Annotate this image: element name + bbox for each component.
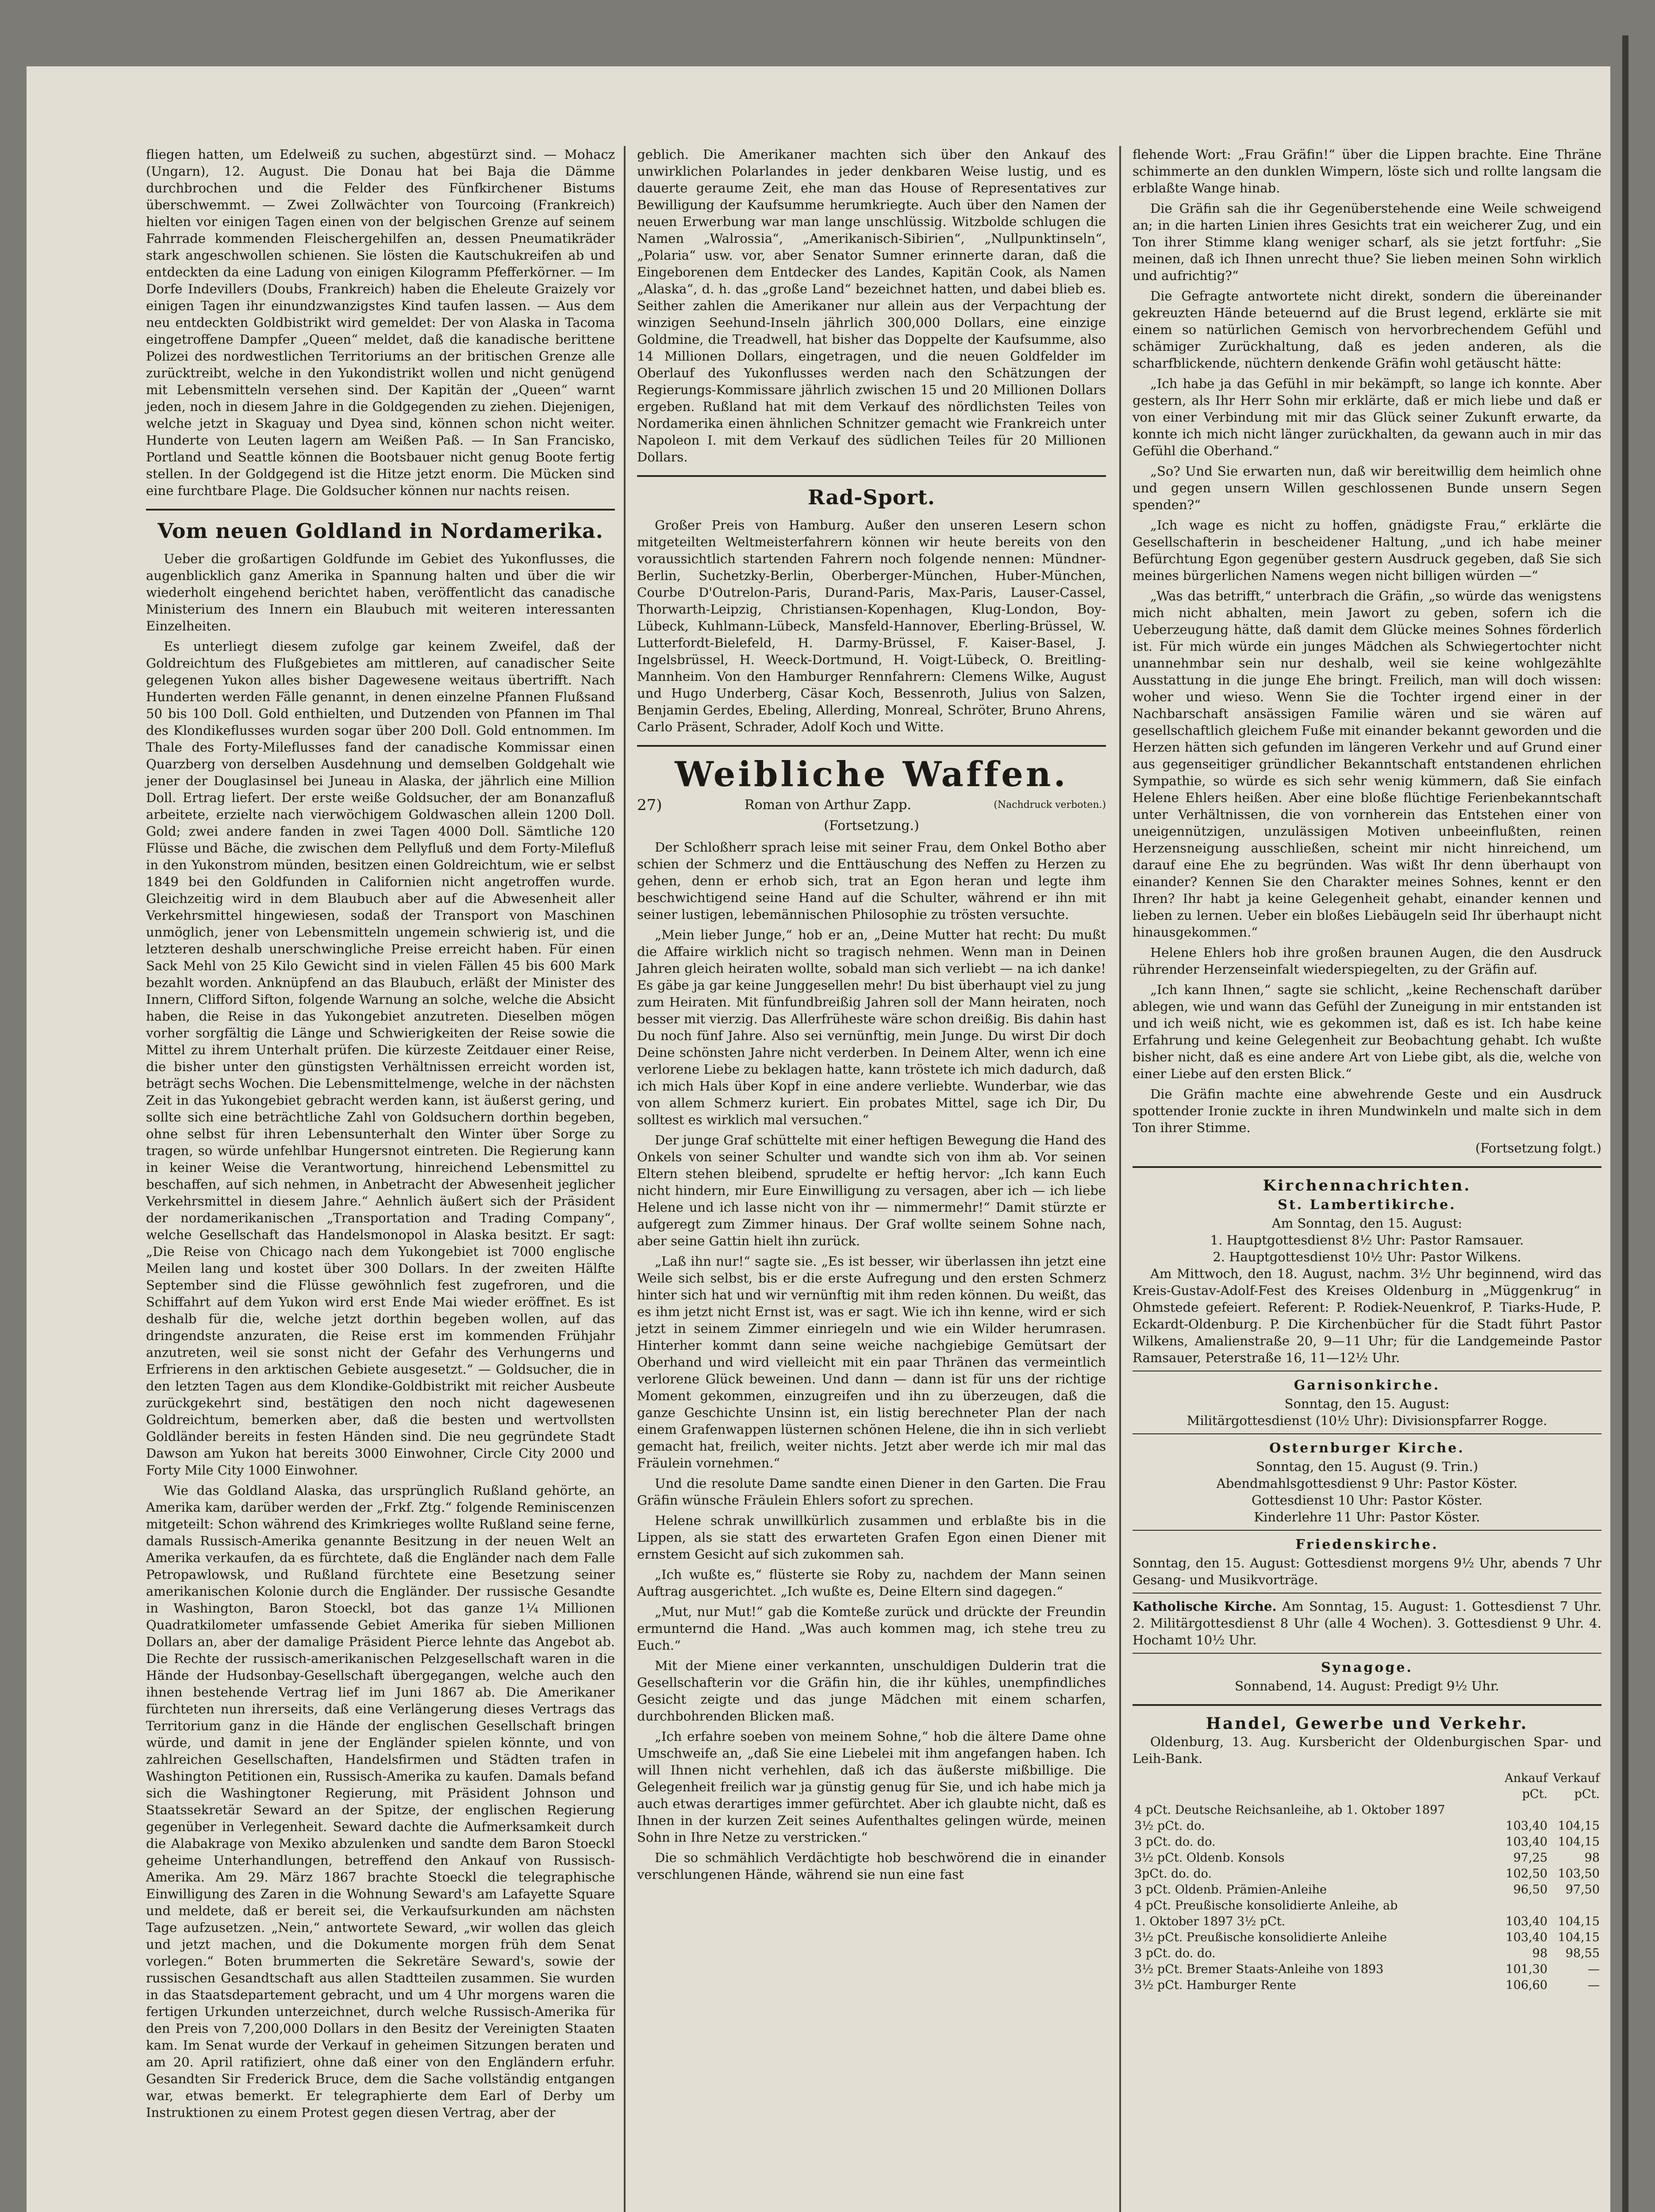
church-katholisch: Katholische Kirche. [1133,1599,1277,1614]
table-header [1133,1770,1601,1786]
table-row [1133,1930,1601,1946]
column-1 [146,146,615,2124]
table-cell-label: 3 pCt. do. do. [1134,1947,1216,1960]
church-line: 1. Hauptgottesdienst 8½ Uhr: Pastor Ramsauer. [1210,1233,1524,1248]
table-row [1133,1962,1601,1978]
table-cell-label: 3½ pCt. Preußische konsolidierte Anleihe [1134,1931,1387,1944]
table-row [1133,1818,1601,1834]
sport-text: Großer Preis von Hamburg. Außer den unseren Lesern schon mitgeteilten Weltmeisterfahrern können wir heute bereits von den voraussichtlich startenden Fahrern noch folgende nennen: Mündner-Berlin, Suchetzky-Berlin, Oberberger-München, Huber-München, Courbe D'Outrelon-Paris, Durand-Paris, Max-Paris, Lauser-Cassel, Thorwarth-Leipzig, Christiansen-Kopenhagen, Klug-London, Boy-Lübeck, Kuhlmann-Lübeck, Mansfeld-Hannover, Eberling-Brüssel, W. Lutterfordt-Bielefeld, H. Darmy-Brüssel, F. Kaiser-Basel, J. Ingelsbrüssel, H. Weeck-Dortmund, H. Voigt-Lübeck, O. Breitling-Mannheim. Von den Hamburger Rennfahrern: Clemens Wilke, August und Hugo Underberg, Cäsar Koch, Bessenroth, Julius von Salzen, Benjamin Gerdes, Ebeling, Allerding, Monreal, Schröter, Bruno Ahrens, Carlo Präsent, Schrader, Adolf Koch und Witte. [637,518,1106,734]
novel-note: (Nachdruck verboten.) [994,799,1106,810]
exchange-rows [1133,1802,1601,1993]
table-header-unit [1133,1786,1601,1802]
divider [1133,1653,1601,1654]
article-paragraph: Es unterliegt diesem zufolge gar keinem Zweifel, daß der Goldreichtum des Flußgebietes am mittleren, auf canadischer Seite gelegenen Yukon alles bisher Dagewesene weitaus übertrifft. Nach Hunderten werden Fälle genannt, in denen einzelne Pfannen Flußsand 50 bis 100 Doll. Gold enthielten, und Dutzenden von Pfannen im Thal des Klondikeflusses wurden sogar über 200 Doll. Gold entnommen. Im Thale des Forty-Mileflusses fand der canadische Kommissar einen Quarzberg von derselben Ausdehnung und demselben Goldgehalt wie jener der Douglasinsel bei Juneau in Alaska, der jährlich eine Million Doll. Ertrag liefert. Der erste weiße Goldsucher, der am Bonanzafluß arbeitete, erzielte nach vierwöchigem Goldwaschen allein 1200 Doll. Gold; zwei andere fanden in zwei Tagen 4000 Doll. Sämtliche 120 Flüsse und Bäche, die zwischen dem Pellyfluß und dem Forty-Milefluß in den Yukonstrom münden, besitzen einen Goldreichtum, wie er selbst 1849 bei den Goldfunden in Californien nicht angetroffen wurde. Gleichzeitig wird in dem Blaubuch aber auf die Abwesenheit aller Verkehrsmittel hingewiesen, sodaß der Transport von Maschinen unmöglich, jener von Lebensmitteln ungemein schwierig ist, und die letzteren deshalb unerschwingliche Preise erreicht haben. Für einen Sack Mehl von 25 Kilo Gewicht sind in vielen Fällen 45 bis 600 Mark bezahlt worden. Anknüpfend an das Blaubuch, erläßt der Minister des Innern, Clifford Sifton, folgende Warnung an solche, welche die Absicht haben, die Reise in das Yukongebiet anzutreten. Dieselben mögen vorher sorgfältig die Länge und Schwierigkeiten der Reise sowie die Mittel zu ihrem Unterhalt prüfen. Die kürzeste Zeitdauer einer Reise, die bisher unter den günstigsten Verhältnissen erreicht worden ist, beträgt sechs Wochen. Die Lebensmittelmenge, welche in der nächsten Zeit in das Yukongebiet gebracht werden kann, ist äußerst gering, und sollte sich eine beträchtliche Zahl von Goldsuchern dorthin begeben, ohne selbst für ihren Lebensunterhalt den Winter über Sorge zu tragen, so würde unfehlbar Hungersnot eintreten. Die Regierung kann in keiner Weise die Verantwortung, hinreichend Lebensmittel zu beschaffen, auf sich nehmen, in Anbetracht der Abwesenheit jeglicher Verkehrsmittel in diesem Jahre.“ Aehnlich äußert sich der Präsident der nordamerikanischen „Transportation and Trading Company“, welche Gesellschaft das Handelsmonopol in Alaska besitzt. Er sagt: „Die Reise von Chicago nach dem Yukongebiet ist 7000 englische Meilen lang und kostet über 300 Dollars. In der zweiten Hälfte September sind die Flüsse gewöhnlich fest zugefroren, und die Schiffahrt auf dem Yukon wird erst Ende Mai wieder eröffnet. Es ist deshalb für die, welche jetzt dorthin begeben wollen, auf das dringendste anzuraten, die Reise erst im kommenden Frühjahr anzutreten, weil sie sonst nicht der Gefahr des Verhungerns und Erfrierens in den arktischen Gebiete ausgesetzt.“ — Goldsucher, die in den letzten Tagen aus dem Klondike-Goldbistrikt mit reicher Ausbeute zurückgekehrt sind, bestätigen den noch nicht dagewesenen Goldreichtum, bemerken aber, daß die besten und wertvollsten Goldländer bereits in festen Händen sind. Die neu gegründete Stadt Dawson am Yukon hat bereits 3000 Einwohner, Circle City 2000 und Forty Mile City 1000 Einwohner. [146,639,615,1478]
table-cell-verkauf: 104,15 [1558,1819,1600,1833]
table-row [1133,1946,1601,1962]
table-cell-ankauf [1497,1898,1549,1914]
column-2 [637,146,1106,1886]
table-row [1133,1978,1601,1993]
table-cell-ankauf: 97,25 [1513,1851,1547,1865]
church-date: Sonntag, den 15. August: [1284,1396,1450,1411]
table-cell-ankauf: 103,40 [1505,1931,1547,1944]
table-cell-label: 3½ pCt. Bremer Staats-Anleihe von 1893 [1134,1962,1384,1976]
church-katholisch-row [1133,1598,1601,1648]
church-line: Gottesdienst 10 Uhr: Pastor Köster. [1251,1493,1482,1508]
table-cell-verkauf: 104,15 [1558,1931,1600,1944]
trade-intro: Oldenburg, 13. Aug. Kursbericht der Oldenburgischen Spar- und Leih-Bank. [1133,1734,1601,1766]
table-cell-verkauf: 103,50 [1558,1867,1600,1881]
church-line: Kinderlehre 11 Uhr: Pastor Köster. [1254,1509,1480,1525]
church-text: Am Sonntag, 15. August: 1. Gottesdienst 7 Uhr. 2. Militärgottesdienst 8 Uhr (alle 4 Wochen). 3. Gottesdienst 9 Uhr. 4. Hochamt 10½ Uhr. [1133,1599,1601,1647]
church-heading: Kirchennachrichten. [1263,1177,1471,1194]
novel-paragraph: „Ich wußte es,“ flüsterte sie Roby zu, nachdem der Mann seinen Auftrag ausgerichtet. „Ich wußte es, Deine Eltern sind dagegen.“ [637,1567,1106,1599]
novel-paragraph: Die so schmählich Verdächtigte hob beschwörend die in einander verschlungenen Hände, während sie nun eine fast [637,1850,1106,1882]
divider [1133,1166,1601,1168]
divider [146,509,615,511]
table-cell-ankauf: 103,40 [1505,1835,1547,1849]
column-3 [1133,146,1601,1993]
col-unit: pCt. [1522,1787,1547,1801]
table-cell-verkauf [1549,1898,1601,1914]
divider [1133,1704,1601,1706]
novel-paragraph: „Laß ihn nur!“ sagte sie. „Es ist besser, wir überlassen ihn jetzt eine Weile sich selbst, bis er die erste Aufregung und den ersten Schmerz hinter sich hat und wir vernünftig mit ihm reden können. Du weißt, das es ihm jetzt nicht Ernst ist, was er sagt. Wie ich ihn kenne, wird er sich jetzt in seinem Zimmer einriegeln und wie ein Wilder herumrasen. Hinterher kommt dann seine weiche nachgiebige Gemütsart der Oberhand und wird vielleicht mit ein paar Thränen das vermeintlich verlorene Glück beweinen. Und dann — dann ist für uns der richtige Moment gekommen, einzugreifen und ihn zu überzeugen, daß die ganze Geschichte Unsinn ist, ein listig berechneter Plan der nach einem Grafenwappen lüsternen schönen Helene, die ihn in sich verliebt gemacht hat, freilich, weiter nichts. Jetzt aber werde ich mir mal das Fräulein vornehmen.“ [637,1254,1106,1471]
col-ankauf: Ankauf [1505,1771,1547,1785]
table-row [1133,1882,1601,1898]
table-cell-ankauf: 103,40 [1505,1915,1547,1928]
novel-paragraph: „So? Und Sie erwarten nun, daß wir bereitwillig dem heimlich ohne und gegen unsern Willen geschlossenen Bunde unsern Segen spenden?“ [1133,464,1601,512]
table-cell-ankauf: 102,50 [1505,1867,1547,1881]
church-line: Sonnabend, 14. August: Predigt 9½ Uhr. [1235,1678,1499,1694]
novel-paragraph: „Ich erfahre soeben von meinem Sohne,“ hob die ältere Dame ohne Umschweife an, „daß Sie eine Liebelei mit ihm angefangen haben. Ich will Ihnen nicht verhehlen, daß ich das äußerste mißbillige. Die Gelegenheit freilich war ja günstig genug für Sie, und ich habe mich ja auch etwas derartiges immer gefürchtet. Aber ich glaubte nicht, daß es Ihnen in der kurzen Zeit seines Aufenthaltes gelingen würde, meinen Sohn in Ihre Netze zu verstricken.“ [637,1729,1106,1845]
table-row [1133,1850,1601,1866]
col-unit: pCt. [1574,1787,1600,1801]
table-cell-label: 4 pCt. Deutsche Reichsanleihe, ab 1. Oktober 1897 [1134,1803,1445,1817]
table-row [1133,1898,1601,1914]
article-paragraph: geblich. Die Amerikaner machten sich über den Ankauf des unwirklichen Polarlandes in jeder denkbaren Weise lustig, und es dauerte geraume Zeit, ehe man das House of Representatives zur Bewilligung der Kaufsumme herumkriegte. Auch über den Namen der neuen Erwerbung war man lange unschlüssig. Witzbolde schlugen die Namen „Walrossia“, „Amerikanisch-Sibirien“, „Nullpunktinseln“, „Polaria“ usw. vor, aber Senator Sumner erinnerte daran, daß die Eingeborenen dem Entdecker des Landes, Kapitän Cook, als Namen „Alaska“, d. h. das „große Land“ bezeichnet hatten, und dabei blieb es. Seither zahlen die Amerikaner nur allein aus der Verpachtung der winzigen Seehund-Inseln jährlich 300,000 Dollars, eine einzige Goldmine, die Treadwell, hat bisher das Doppelte der Kaufsumme, also 14 Millionen Dollars, eingetragen, und die neuen Goldfelder im Oberlauf des Yukonflusses werden nach den Schätzungen der Regierungs-Kommissare jährlich zwischen 15 und 20 Millionen Dollars ergeben. Rußland hat mit dem Verkauf des nördlichsten Teiles von Nordamerika einen ähnlichen Schnitzer gemacht wie Frankreich unter Napoleon I. mit dem Verkauf des südlichen Teiles für 20 Millionen Dollars. [637,147,1106,465]
table-cell-label: 3½ pCt. Hamburger Rente [1134,1978,1296,1992]
novel-paragraph: „Mein lieber Junge,“ hob er an, „Deine Mutter hat recht: Du mußt die Affaire wirklich nicht so tragisch nehmen. Wenn man in Deinen Jahren gleich heiraten wollte, sobald man sich verliebt — na ich danke! Es gäbe ja gar keine Junggesellen mehr! Du bist überhaupt viel zu jung zum Heiraten. Mit fünfundbreißig Jahren soll der Mann heiraten, noch besser mit vierzig. Das Allerfrüheste wäre schon dreißig. Bis dahin hast Du noch fünf Jahre. Also sei vernünftig, mein Junge. Du wirst Dir doch Deine schönsten Jahre nicht verderben. In Deinem Alter, wenn ich eine verlorene Liebe zu beklagen hatte, kann tröstete ich mich dadurch, daß ich mich Hals über Kopf in eine andere verliebte. Wunderbar, wie das von allem Schmerz kuriert. Ein probates Mittel, sage ich Dir, Du solltest es wirklich mal versuchen.“ [637,927,1106,1127]
church-osternburg: Osternburger Kirche. [1269,1440,1465,1456]
sport-heading: Rad-Sport. [808,485,935,509]
table-cell-verkauf: 98 [1584,1851,1600,1865]
table-cell-verkauf: — [1588,1962,1600,1976]
church-text: Sonntag, den 15. August: Gottesdienst morgens 9½ Uhr, abends 7 Uhr Gesang- und Musikvorträge. [1133,1555,1601,1587]
novel-paragraph: Helene Ehlers hob ihre großen braunen Augen, die den Ausdruck rührender Herzenseinfalt wiederspiegelten, zu der Gräfin auf. [1133,945,1601,977]
novel-byline: Roman von Arthur Zapp. [744,797,911,813]
novel-paragraph: Der junge Graf schüttelte mit einer heftigen Bewegung die Hand des Onkels von seiner Schulter und wandte sich von ihm ab. Vor seinen Eltern stehen bleibend, sprudelte er heftig hervor: „Ich kann Euch nicht hindern, mir Eure Einwilligung zu versagen, aber ich — ich liebe Helene und ich lasse nicht von ihr — nimmermehr!“ Damit stürzte er aufgeregt zum Zimmer hinaus. Der Graf wollte seinem Sohne nach, aber seine Gattin hielt ihn zurück. [637,1133,1106,1248]
novel-paragraph: „Ich wage es nicht zu hoffen, gnädigste Frau,“ erklärte die Gesellschafterin in bescheidener Haltung, „und ich habe meiner Befürchtung Egon gegenüber gestern Ausdruck gegeben, daß Sie sich meines bürgerlichen Namens wegen nicht billigen würden —“ [1133,518,1601,583]
col-verkauf: Verkauf [1553,1771,1600,1785]
novel-continuation: (Fortsetzung.) [824,818,919,833]
table-cell-label: 3½ pCt. Oldenb. Konsols [1134,1851,1285,1865]
novel-paragraph: Und die resolute Dame sandte einen Diener in den Garten. Die Frau Gräfin wünsche Fräulein Ehlers sofort zu sprechen. [637,1476,1106,1508]
novel-number: 27) [637,796,662,814]
exchange-table [1133,1770,1601,1993]
table-row [1133,1802,1601,1818]
divider [1133,1433,1601,1434]
novel-paragraph: Mit der Miene einer verkannten, unschuldigen Dulderin trat die Gesellschafterin vor die Gräfin hin, die ihr kühles, unempfindliches Gesicht zeigte und das junge Mädchen mit einem scharfen, durchbohrenden Blicken maß. [637,1658,1106,1724]
novel-paragraph: Der Schloßherr sprach leise mit seiner Frau, dem Onkel Botho aber schien der Schmerz und die Enttäuschung des Neffen zu Herzen zu gehen, denn er erhob sich, trat an Egon heran und legte ihm beschwichtigend seine Hand auf die Schulter, während er ihn mit seiner lustigen, lebemännischen Philosophie zu trösten versuchte. [637,840,1106,922]
church-lamberti: St. Lambertikirche. [1278,1197,1456,1213]
article-paragraph: Wie das Goldland Alaska, das ursprünglich Rußland gehörte, an Amerika kam, darüber werden der „Frkf. Ztg.“ folgende Reminiscenzen mitgeteilt: Schon während des Krimkrieges wollte Rußland seine ferne, damals Russisch-Amerika genannte Besitzung in der neuen Welt an Amerika verkaufen, da es fürchtete, daß die Engländer nach dem Falle Petropawlowsk, und Rußland fürchtete eine Besetzung seiner amerikanischen Kolonie durch die Engländer. Der russische Gesandte in Washington, Baron Stoeckl, bot das ganze 1¼ Millionen Quadratkilometer umfassende Gebiet Amerika für sieben Millionen Dollars an, aber der damalige Präsident Pierce lehnte das Angebot ab. Die Rechte der russisch-amerikanischen Pelzgesellschaft waren in die Hände der Hudsonbay-Gesellschaft übergegangen, welche auch den ihnen bestehende Vertrag lief im Juni 1867 ab. Die Amerikaner fürchteten nun ihrerseits, daß eine Verlängerung dieses Vertrags das Territorium ganz in die Hände der englischen Gesellschaft bringen würde, und damit in jene der Engländer spielen könnte, und von zahlreichen Gesellschaften, Handelsfirmen und Städten trafen in Washington Petitionen ein, Russisch-Amerika zu kaufen. Damals befand sich die Washingtoner Regierung, mit Präsident Johnson und Staatssekretär Seward an der Spitze, der englischen Regierung gegenüber in Verlegenheit. Seward dachte die Aufmerksamkeit durch die Alabakrage von Mexiko abzulenken und sandte dem Baron Stoeckl geheime Unterhandlungen, betreffend den Ankauf von Russisch-Amerika. Am 29. März 1867 brachte Stoeckl die telegraphische Einwilligung des Zaren in die Wohnung Seward's am Lafayette Square und meldete, daß er bereit sei, die Verkaufsurkunden am nächsten Tage aufzusetzen. „Nein,“ antwortete Seward, „wir wollen das gleich und jetzt machen, und die Dokumente morgen früh dem Senat vorlegen.“ Boten brummerten die Sekretäre Seward's, sowie der russischen Gesandtschaft aus allen Stadtteilen zusammen. Sie wurden in das Staatsdepartement gebracht, und um 4 Uhr morgens waren die fertigen Urkunden unterzeichnet, durch welche Russisch-Amerika für den Preis von 7,200,000 Dollars in den Besitz der Vereinigten Staaten kam. Im Senat wurde der Verkauf in geheimen Sitzungen beraten und am 20. April ratifiziert, ohne daß einer von den Engländern erfuhr. Gesandten Sir Frederick Bruce, dem die Sache vollständig entgangen war, etwas bemerkt. Er telegraphierte dem Earl of Derby um Instruktionen zu einem Protest gegen diesen Vertrag, aber der [146,1483,615,2120]
divider [1133,1593,1601,1594]
divider [637,745,1106,747]
table-cell-ankauf: 98 [1532,1947,1547,1960]
divider [637,475,1106,477]
table-cell-verkauf: 104,15 [1558,1915,1600,1928]
table-cell-ankauf: 96,50 [1513,1883,1547,1897]
divider [1133,1530,1601,1531]
table-cell-ankauf: 101,30 [1505,1962,1547,1976]
article-heading: Vom neuen Goldland in Nordamerika. [157,519,603,543]
table-row [1133,1914,1601,1930]
column-divider [624,146,626,2212]
novel-byline-row [637,796,1106,814]
table-cell-verkauf: 97,50 [1565,1883,1600,1897]
news-text: fliegen hatten, um Edelweiß zu suchen, abgestürzt sind. — Mohacz (Ungarn), 12. August. Die Donau hat bei Baja die Dämme durchbrochen und die Felder des Fünfkirchener Bistums überschwemmt. — Zwei Zollwächter von Tourcoing (Frankreich) hielten vor einigen Tagen einen von der belgischen Grenze auf seinem Fahrrade kommenden Fleischergehilfen an, dessen Pneumatikräder stark angeschwollen schienen. Sie lösten die Kautschukreifen ab und entdeckten da eine Ladung von einigen Kilogramm Pfefferkörner. — Im Dorfe Indevillers (Doubs, Frankreich) haben die Eheleute Graizely vor einigen Tagen ihr einundzwanzigstes Kind taufen lassen. — Aus dem neu entdeckten Goldbistrikt wird gemeldet: Der von Alaska in Tacoma eingetroffene Dampfer „Queen“ meldet, daß die kanadische berittene Polizei des nordwestlichen Territoriums an der britischen Grenze alle zurücktreibt, welche in den Yukondistrikt wollen und nicht genügend mit Lebensmitteln versehen sind. Der Kapitän der „Queen“ warnt jeden, noch in diesem Jahre in die Goldgegenden zu ziehen. Diejenigen, welche jetzt in Skaguay und Dyea sind, können schon nicht weiter. Hunderte von Leuten lagern am Weißen Paß. — In San Francisko, Portland und Seattle können die Bootsbauer nicht genug Boote fertig stellen. In der Goldgegend ist die Hitze jetzt enorm. Die Mücken sind eine furchtbare Plage. Die Goldsucher können nur nachts reisen. [146,147,615,498]
novel-paragraph: Die Gräfin machte eine abwehrende Geste und ein Ausdruck spottender Ironie zuckte in ihren Mundwinkeln und malte sich in dem Ton ihrer Stimme. [1133,1087,1601,1135]
table-cell-label: 3 pCt. Oldenb. Prämien-Anleihe [1134,1883,1327,1897]
table-cell-ankauf: 106,60 [1505,1978,1547,1992]
church-date: Am Sonntag, den 15. August: [1271,1216,1463,1231]
novel-paragraph: „Was das betrifft,“ unterbrach die Gräfin, „so würde das wenigstens mich nicht abhalten, mein Jawort zu geben, sofern ich die Ueberzeugung hätte, daß damit dem Glücke meines Sohnes förderlich ist. Für mich würde ein junges Mädchen als Schwiegertochter nicht unannehmbar sein nur deshalb, weil sie keine wohlgezählte Ausstattung in die junge Ehe bringt. Freilich, man will doch wissen: woher und wieso. Wenn Sie die Tochter irgend einer in der Nachbarschaft ansässigen Familie wären und sie wären auf gesellschaftlich gleichem Fuße mit einander bekannt geworden und die Herzen hätten sich gefunden im längeren Verkehr und auf Grund einer aus gegenseitiger gründlicher Bekanntschaft entstandenen ehrlichen Sympathie, so würde es sich sehr wenig kümmern, daß Sie einfach Helene Ehlers heißen. Aber eine bloße flüchtige Ferienbekanntschaft unter Verhältnissen, die von vornherein das Entstehen einer von uneigennützigen, unzulässigen Motiven unbeeinflußten, reinen Herzensneigung ausschließen, scheint mir nicht hinreichend, um darauf eine Ehe zu begründen. Was wißt Ihr denn überhaupt von einander? Kennen Sie den Charakter meines Sohnes, kennt er den Ihren? Ihr habt ja keine Gelegenheit gehabt, einander kennen und lieben zu lernen. Ueber ein bloßes Liebäugeln seid Ihr überhaupt nicht hinausgekommen.“ [1133,588,1601,940]
trade-heading: Handel, Gewerbe und Verkehr. [1206,1714,1528,1733]
church-date: Sonntag, den 15. August (9. Trin.) [1256,1459,1478,1474]
novel-paragraph: Die Gräfin sah die ihr Gegenüberstehende eine Weile schweigend an; in die harten Linien ihres Gesichts trat ein weicherer Zug, und ein Ton ihrer Stimme klang weniger scharf, als sie jetzt fortfuhr: „Sie meinen, daß ich Ihnen unrecht thue? Sie lieben meinen Sohn wirklich und aufrichtig?“ [1133,201,1601,283]
table-cell-label: 3 pCt. do. do. [1134,1835,1216,1849]
church-frieden: Friedenskirche. [1295,1537,1439,1552]
novel-paragraph: Helene schrak unwillkürlich zusammen und erblaßte bis in die Lippen, als sie statt des erwarteten Grafen Egon einen Diener mit ernstem Gesicht auf sich zukommen sah. [637,1513,1106,1562]
novel-paragraph: flehende Wort: „Frau Gräfin!“ über die Lippen brachte. Eine Thräne schimmerte an den dunklen Wimpern, löste sich und rollte langsam die erblaßte Wange hinab. [1133,147,1601,196]
table-cell-label: 3pCt. do. do. [1134,1867,1212,1881]
table-cell-verkauf: 98,55 [1565,1947,1600,1960]
church-line: 2. Hauptgottesdienst 10½ Uhr: Pastor Wilkens. [1213,1249,1521,1264]
church-garnison: Garnisonkirche. [1294,1378,1440,1393]
column-divider [1119,146,1121,2212]
church-line: Militärgottesdienst (10½ Uhr): Divisionspfarrer Rogge. [1187,1413,1547,1428]
church-synagoge: Synagoge. [1321,1660,1413,1675]
church-text: Am Mittwoch, den 18. August, nachm. 3½ Uhr beginnend, wird das Kreis-Gustav-Adolf-Fest des Kreises Oldenburg in „Müggenkrug“ in Ohmstede gefeiert. Referent: P. Rodiek-Neuenkrof, P. Tiarks-Hude, P. Eckardt-Oldenburg. P. Die Kirchenbücher für die Stadt führt Pastor Wilkens, Amalienstraße 20, 9—11 Uhr; für die Landgemeinde Pastor Ramsauer, Peterstraße 16, 11—12½ Uhr. [1133,1266,1601,1365]
page-edge [1622,35,1628,2212]
table-row [1133,1834,1601,1850]
novel-paragraph: Die Gefragte antwortete nicht direkt, sondern die übereinander gekreuzten Hände beteuernd auf die Brust legend, erklärte sie mit einem so natürlichen Gemisch von hervorbrechendem Gefühl und schämiger Zurückhaltung, daß es jeden anderen, als die scharfblickende, nüchtern denkende Gräfin wohl getäuscht hätte: [1133,288,1601,371]
novel-paragraph: „Ich habe ja das Gefühl in mir bekämpft, so lange ich konnte. Aber gestern, als Ihr Herr Sohn mir erklärte, daß er mich liebe und daß er von einer Verbindung mit mir das Glück seiner Zukunft erwarte, da konnte ich mich nicht länger zurückhalten, da gewann auch in mir das Gefühl die Oberhand.“ [1133,376,1601,458]
novel-end: (Fortsetzung folgt.) [1475,1141,1601,1156]
table-cell-label: 1. Oktober 1897 3½ pCt. [1134,1915,1286,1928]
table-cell-verkauf: 104,15 [1558,1835,1600,1849]
church-line: Abendmahlsgottesdienst 9 Uhr: Pastor Köster. [1216,1476,1518,1491]
table-row [1133,1866,1601,1882]
table-cell-ankauf: 103,40 [1505,1819,1547,1833]
novel-paragraph: „Ich kann Ihnen,“ sagte sie schlicht, „keine Rechenschaft darüber ablegen, wie und wann das Gefühl der Zuneigung in mir entstanden ist und ich weiß nicht, wie es gekommen ist, daß es ist. Ich habe keine Erfahrung und keine Gelegenheit zur Beobachtung gehabt. Ich wußte bisher nicht, daß es eine andere Art von Liebe gibt, als die, welche von einer Liebe auf den ersten Blick.“ [1133,982,1601,1081]
novel-title: Weibliche Waffen. [675,754,1068,795]
table-cell-verkauf: — [1588,1978,1600,1992]
table-cell-ankauf [1497,1802,1549,1818]
novel-paragraph: „Mut, nur Mut!“ gab die Komteße zurück und drückte der Freundin ermunternd die Hand. „Was auch kommen mag, ich stehe treu zu Euch.“ [637,1604,1106,1653]
article-paragraph: Ueber die großartigen Goldfunde im Gebiet des Yukonflusses, die augenblicklich ganz Amerika in Spannung halten und über die wir wiederholt eingehend berichtet haben, veröffentlicht das canadische Ministerium des Innern ein Blaubuch mit weiteren interessanten Einzelheiten. [146,551,615,634]
table-cell-label: 3½ pCt. do. [1134,1819,1205,1833]
table-cell-label: 4 pCt. Preußische konsolidierte Anleihe, ab [1134,1899,1398,1912]
table-cell-verkauf [1549,1802,1601,1818]
